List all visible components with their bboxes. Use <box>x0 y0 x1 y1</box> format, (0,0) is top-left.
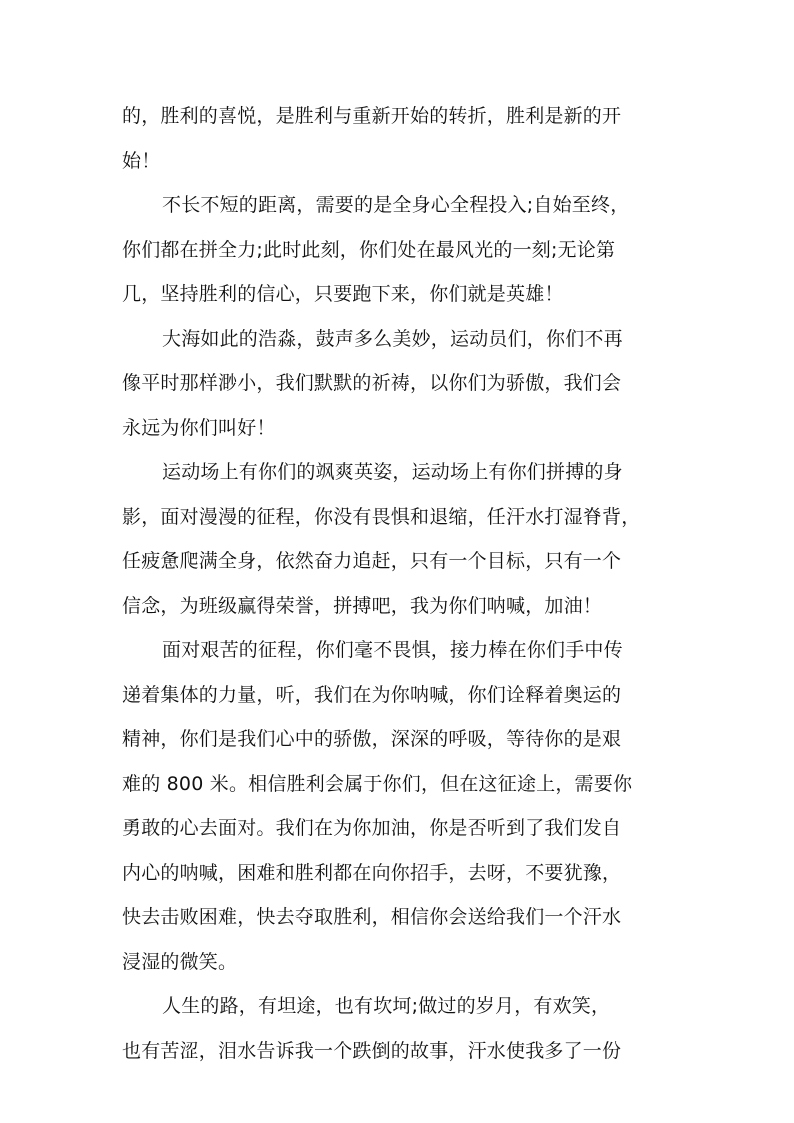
text-line: 的，胜利的喜悦，是胜利与重新开始的转折，胜利是新的开 <box>122 105 622 127</box>
document-body <box>122 94 682 1073</box>
text-line: 大海如此的浩淼，鼓声多么美妙，运动员们，你们不再 <box>162 327 623 350</box>
text-line: 递着集体的力量，听，我们在为你呐喊，你们诠释着奥运的 <box>122 683 622 706</box>
text-line: 永远为你们叫好！ <box>122 416 276 439</box>
text-line: 浸湿的微笑。 <box>122 950 238 973</box>
text-line: 影，面对漫漫的征程，你没有畏惧和退缩，任汗水打湿脊背， <box>122 505 641 528</box>
text-line: 也有苦涩，泪水告诉我一个跌倒的故事，汗水使我多了一份 <box>122 1039 622 1062</box>
text-line: 始！ <box>122 149 161 172</box>
paragraph-1 <box>122 94 682 183</box>
text-line: 你们都在拼全力;此时此刻，你们处在最风光的一刻;无论第 <box>122 238 616 261</box>
text-line: 人生的路，有坦途，也有坎坷;做过的岁月，有欢笑， <box>162 995 611 1017</box>
text-line: 运动场上有你们的飒爽英姿，运动场上有你们拼搏的身 <box>162 461 623 483</box>
text-line: 像平时那样渺小，我们默默的祈祷，以你们为骄傲，我们会 <box>122 372 622 394</box>
paragraph-6 <box>122 984 682 1073</box>
text-line: 勇敢的心去面对。我们在为你加油，你是否听到了我们发自 <box>122 817 622 839</box>
paragraph-5 <box>122 628 682 984</box>
text-line: 任疲惫爬满全身，依然奋力追赶，只有一个目标，只有一个 <box>122 550 622 572</box>
text-line: 几，坚持胜利的信心，只要跑下来，你们就是英雄！ <box>122 283 564 305</box>
text-line: 不长不短的距离，需要的是全身心全程投入;自始至终， <box>162 194 630 216</box>
paragraph-2 <box>122 183 682 317</box>
text-line: 内心的呐喊，困难和胜利都在向你招手，去呀，不要犹豫， <box>122 861 622 884</box>
text-line: 难的 800 米。相信胜利会属于你们，但在这征途上，需要你 <box>122 772 633 795</box>
text-line: 精神，你们是我们心中的骄傲，深深的呼吸，等待你的是艰 <box>122 728 622 750</box>
text-line: 面对艰苦的征程，你们毫不畏惧，接力棒在你们手中传 <box>162 639 623 661</box>
paragraph-3 <box>122 317 682 451</box>
paragraph-4 <box>122 450 682 628</box>
text-line: 快去击败困难，快去夺取胜利，相信你会送给我们一个汗水 <box>122 906 622 928</box>
text-line: 信念，为班级赢得荣誉，拼搏吧，我为你们呐喊，加油！ <box>122 594 603 617</box>
